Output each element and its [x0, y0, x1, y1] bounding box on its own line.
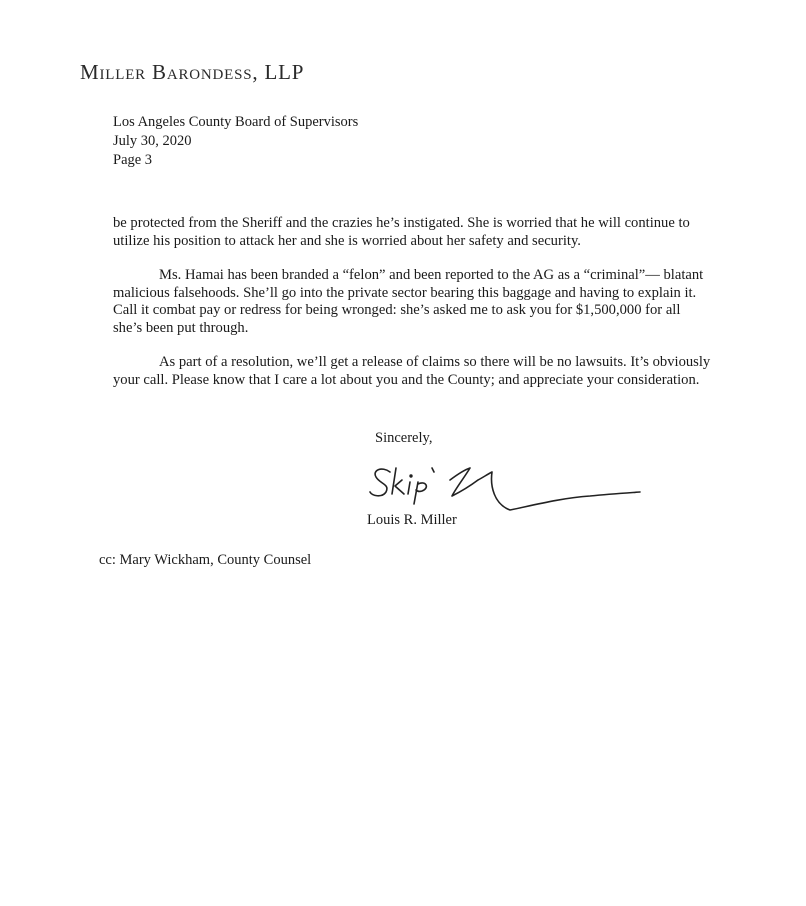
body-paragraph-2: Ms. Hamai has been branded a “felon” and been reported to the AG as a “criminal”— blatant malicious falsehoods. She’ll go into the private sector bearing this baggage and having to explain it. Call it combat pay or redress for being wronged: she’s asked me to ask you for $1,500,000 for all she’s been put through.: [113, 267, 704, 336]
closing-salutation: Sincerely,: [375, 430, 433, 446]
letter-body: [113, 215, 713, 406]
letter-header: [113, 113, 358, 170]
cc-line: cc: Mary Wickham, County Counsel: [99, 552, 312, 568]
signer-name: Louis R. Miller: [367, 512, 457, 528]
firm-letterhead: Miller Barondess, LLP: [80, 60, 305, 84]
handwritten-signature: [360, 458, 650, 520]
page-number: Page 3: [113, 152, 153, 168]
recipient-line: Los Angeles County Board of Supervisors: [113, 114, 359, 130]
body-paragraph-1: be protected from the Sheriff and the crazies he’s instigated. She is worried that he will continue to utilize his position to attack her and she is worried about her safety and security.: [113, 215, 690, 249]
body-paragraph-3: As part of a resolution, we’ll get a release of claims so there will be no lawsuits. It’s obviously your call. Please know that I care a lot about you and the County; and appreciate your consideration.: [113, 354, 711, 388]
date-line: July 30, 2020: [113, 133, 192, 149]
